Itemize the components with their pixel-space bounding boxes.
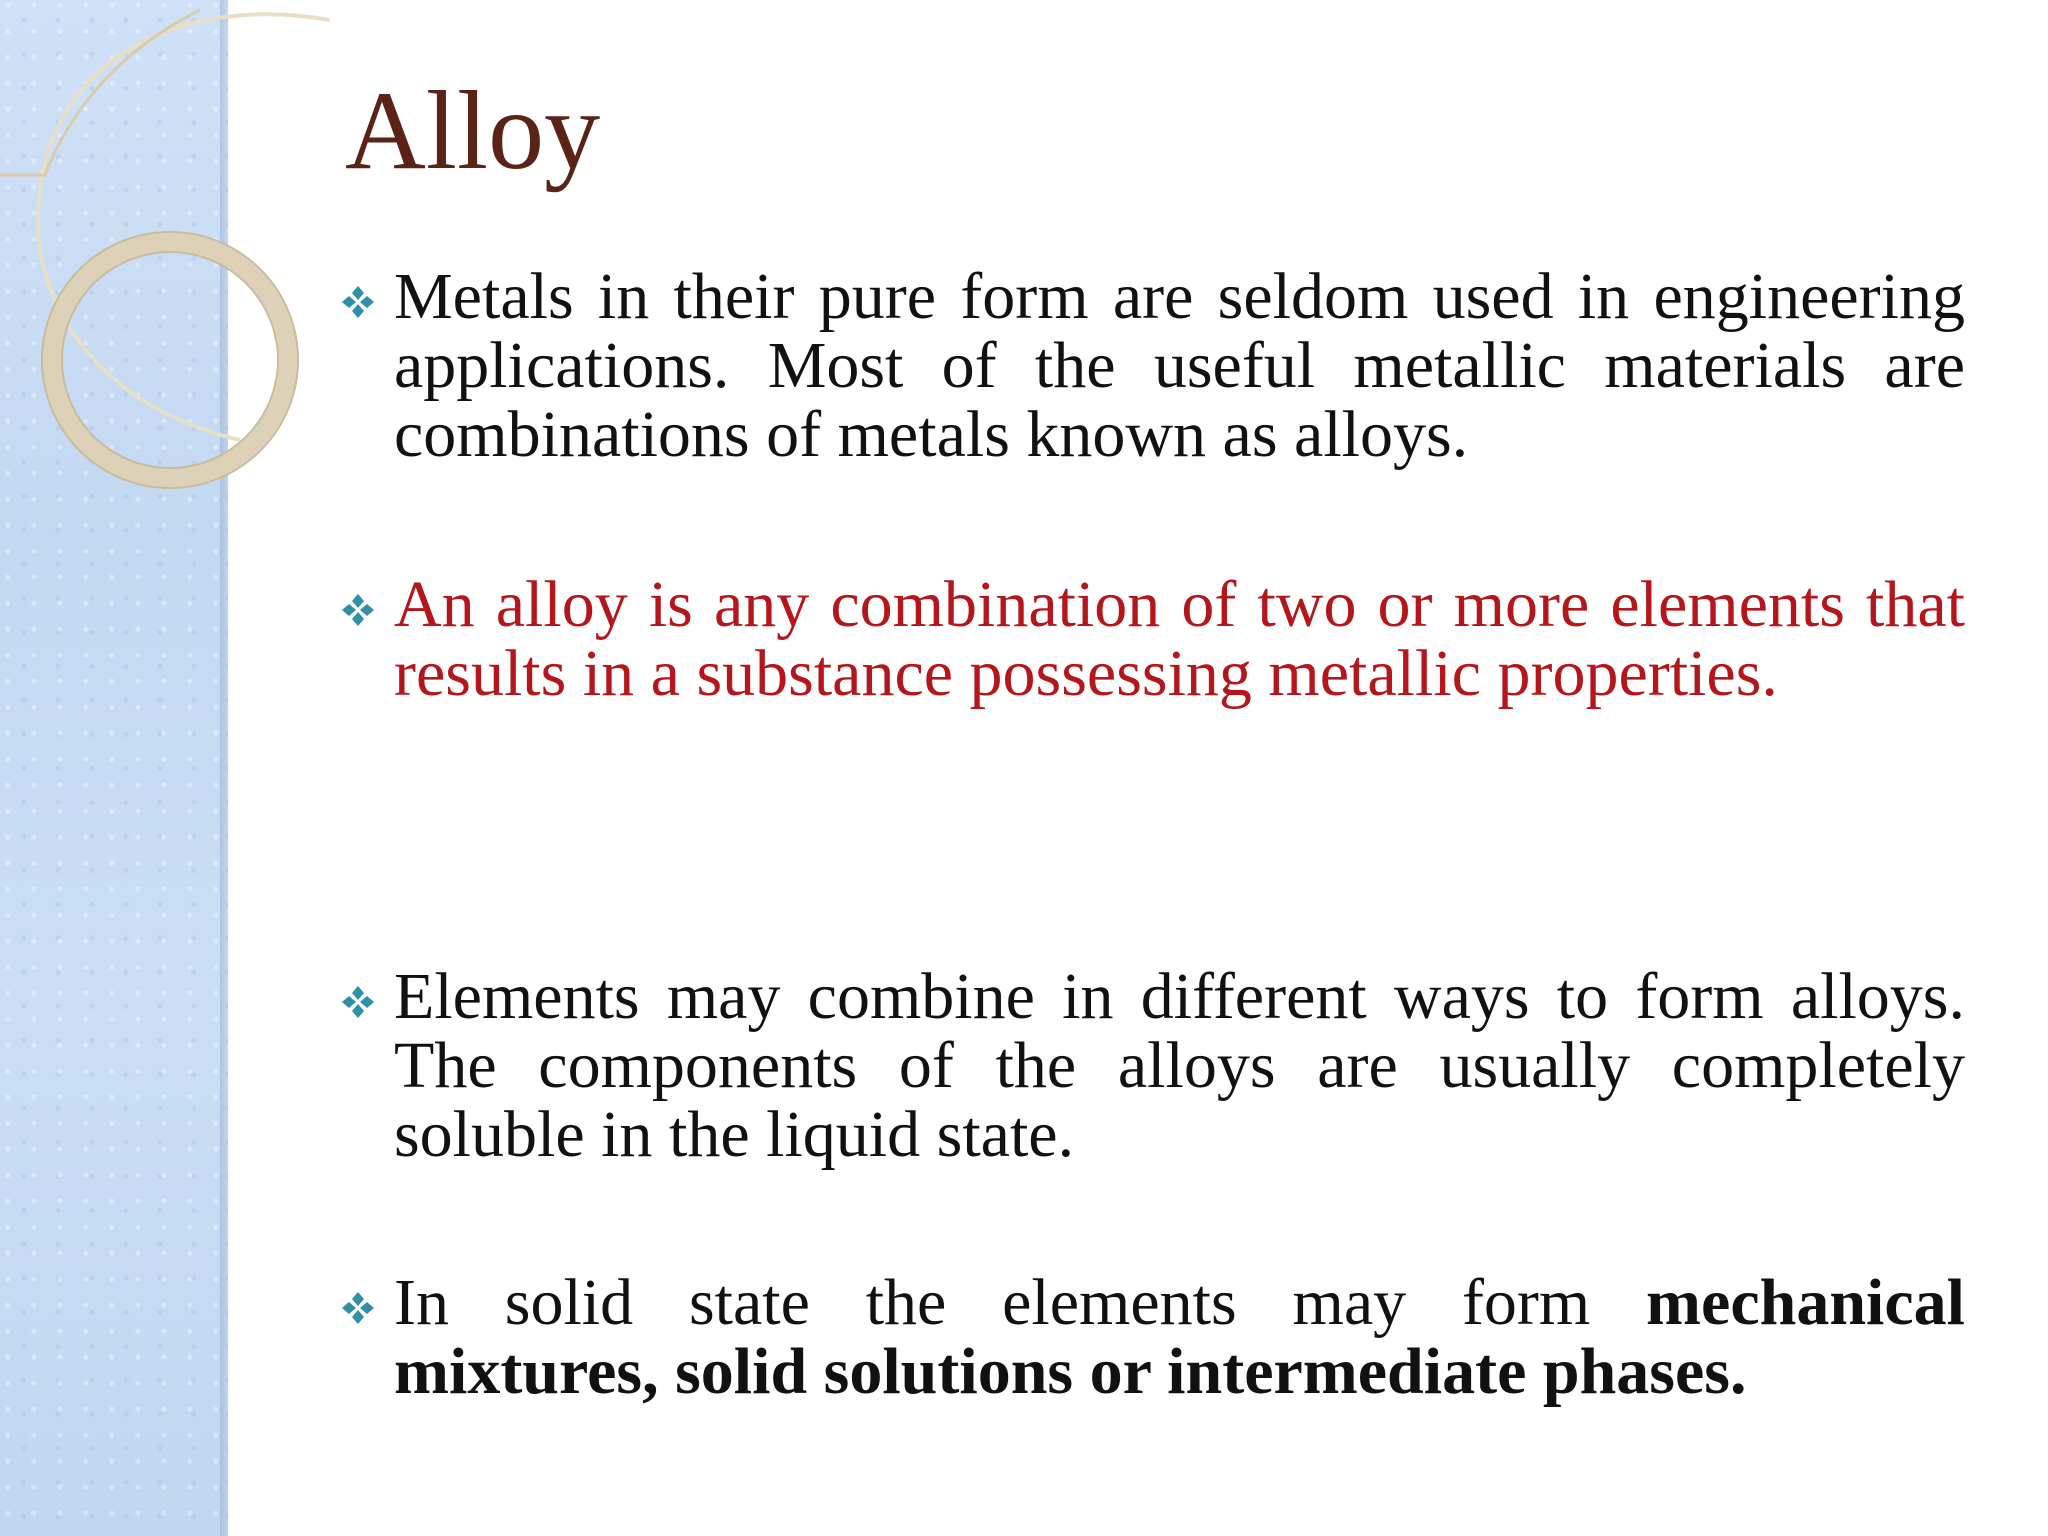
bullet-item [340,262,1965,469]
diamond-four-bullet-icon [340,284,376,320]
bullet-text: Metals in their pure form are seldom used in engineering applications. Most of the useful metallic materials are combinations of metals known as alloys. [394,260,1965,471]
diamond-four-bullet-icon [340,1290,376,1326]
bullet-item-definition [340,570,1965,708]
bullet-text [394,1268,1965,1406]
bullet-text-plain: In solid state the elements may form [394,1266,1647,1339]
bullet-text-bold: mechanical mixtures, solid solutions or intermediate phases. [394,1266,1965,1408]
bullet-item [340,1268,1965,1406]
slide-title: Alloy [345,69,601,193]
diamond-four-bullet-icon [340,984,376,1020]
bullet-item [340,962,1965,1169]
diamond-four-bullet-icon [340,592,376,628]
bullet-text: Elements may combine in different ways to form alloys. The components of the alloys are usually completely soluble in the liquid state. [394,960,1965,1171]
bullet-text-definition: An alloy is any combination of two or more elements that results in a substance possessing metallic properties. [394,568,1965,710]
